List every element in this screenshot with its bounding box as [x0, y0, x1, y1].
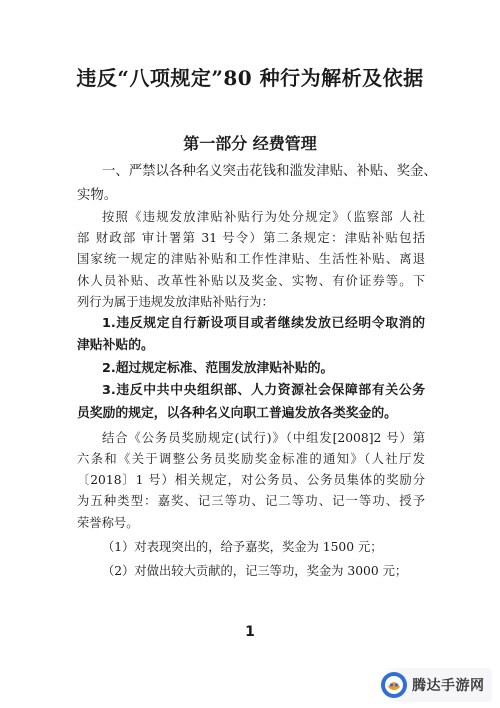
page-number: 1 [245, 624, 255, 640]
basis-line-4: 休人员补贴、改革性补贴以及奖金、实物、有价证券等。下 [77, 273, 425, 288]
basis-line-1: 按照《违规发放津贴补贴行为处分规定》（监察部 人社 [102, 210, 425, 224]
heading-one-line-1: 一、严禁以各种名义突击花钱和滥发津贴、补贴、奖金、 [102, 164, 437, 179]
combined-line-5: 荣誉称号。 [77, 515, 139, 530]
document-title: 违反“八项规定”80 种行为解析及依据 [76, 66, 424, 90]
combined-line-2: 六条和《关于调整公务员奖励奖金标准的通知》（人社厅发 [77, 452, 425, 467]
combined-line-1: 结合《公务员奖励规定(试行)》（中组发[2008]2 号）第 [102, 430, 425, 445]
document-body [77, 160, 437, 582]
item-1-line-1: 1.违反规定自行新设项目或者继续发放已经明令取消的 [102, 315, 425, 331]
heading-one-line-2: 实物。 [77, 187, 118, 203]
basis-line-5: 列行为属于违规发放津贴补贴行为： [77, 294, 274, 309]
list-item-2: （2）对做出较大贡献的，记三等功，奖金为 3000 元； [102, 564, 408, 579]
site-watermark [380, 668, 492, 702]
item-3-line-1: 3.违反中共中央组织部、人力资源社会保障部有关公务 [102, 383, 425, 399]
combined-line-3: 〔2018〕1 号）相关规定，对公务员、公务员集体的奖励分 [77, 473, 425, 488]
item-2-line-1: 2.超过规定标准、范围发放津贴补贴的。 [102, 360, 334, 376]
section-title: 第一部分 经费管理 [183, 134, 317, 153]
basis-line-2: 部 财政部 审计署第 31 号令）第二条规定：津贴补贴包括 [77, 231, 425, 246]
item-1-line-2: 津贴补贴的。 [77, 338, 154, 354]
item-3-line-2: 员奖励的规定，以各种名义向职工普遍发放各类奖金的。 [77, 405, 397, 421]
watermark-text: 腾达手游网 [412, 678, 485, 694]
basis-line-3: 国家统一规定的津贴补贴和工作性津贴、生活性补贴、离退 [77, 252, 425, 267]
game-logo-icon [380, 671, 408, 699]
combined-line-4: 为五种类型：嘉奖、记三等功、记二等功、记一等功、授予 [77, 494, 425, 509]
list-item-1: （1）对表现突出的，给予嘉奖，奖金为 1500 元； [102, 539, 383, 554]
